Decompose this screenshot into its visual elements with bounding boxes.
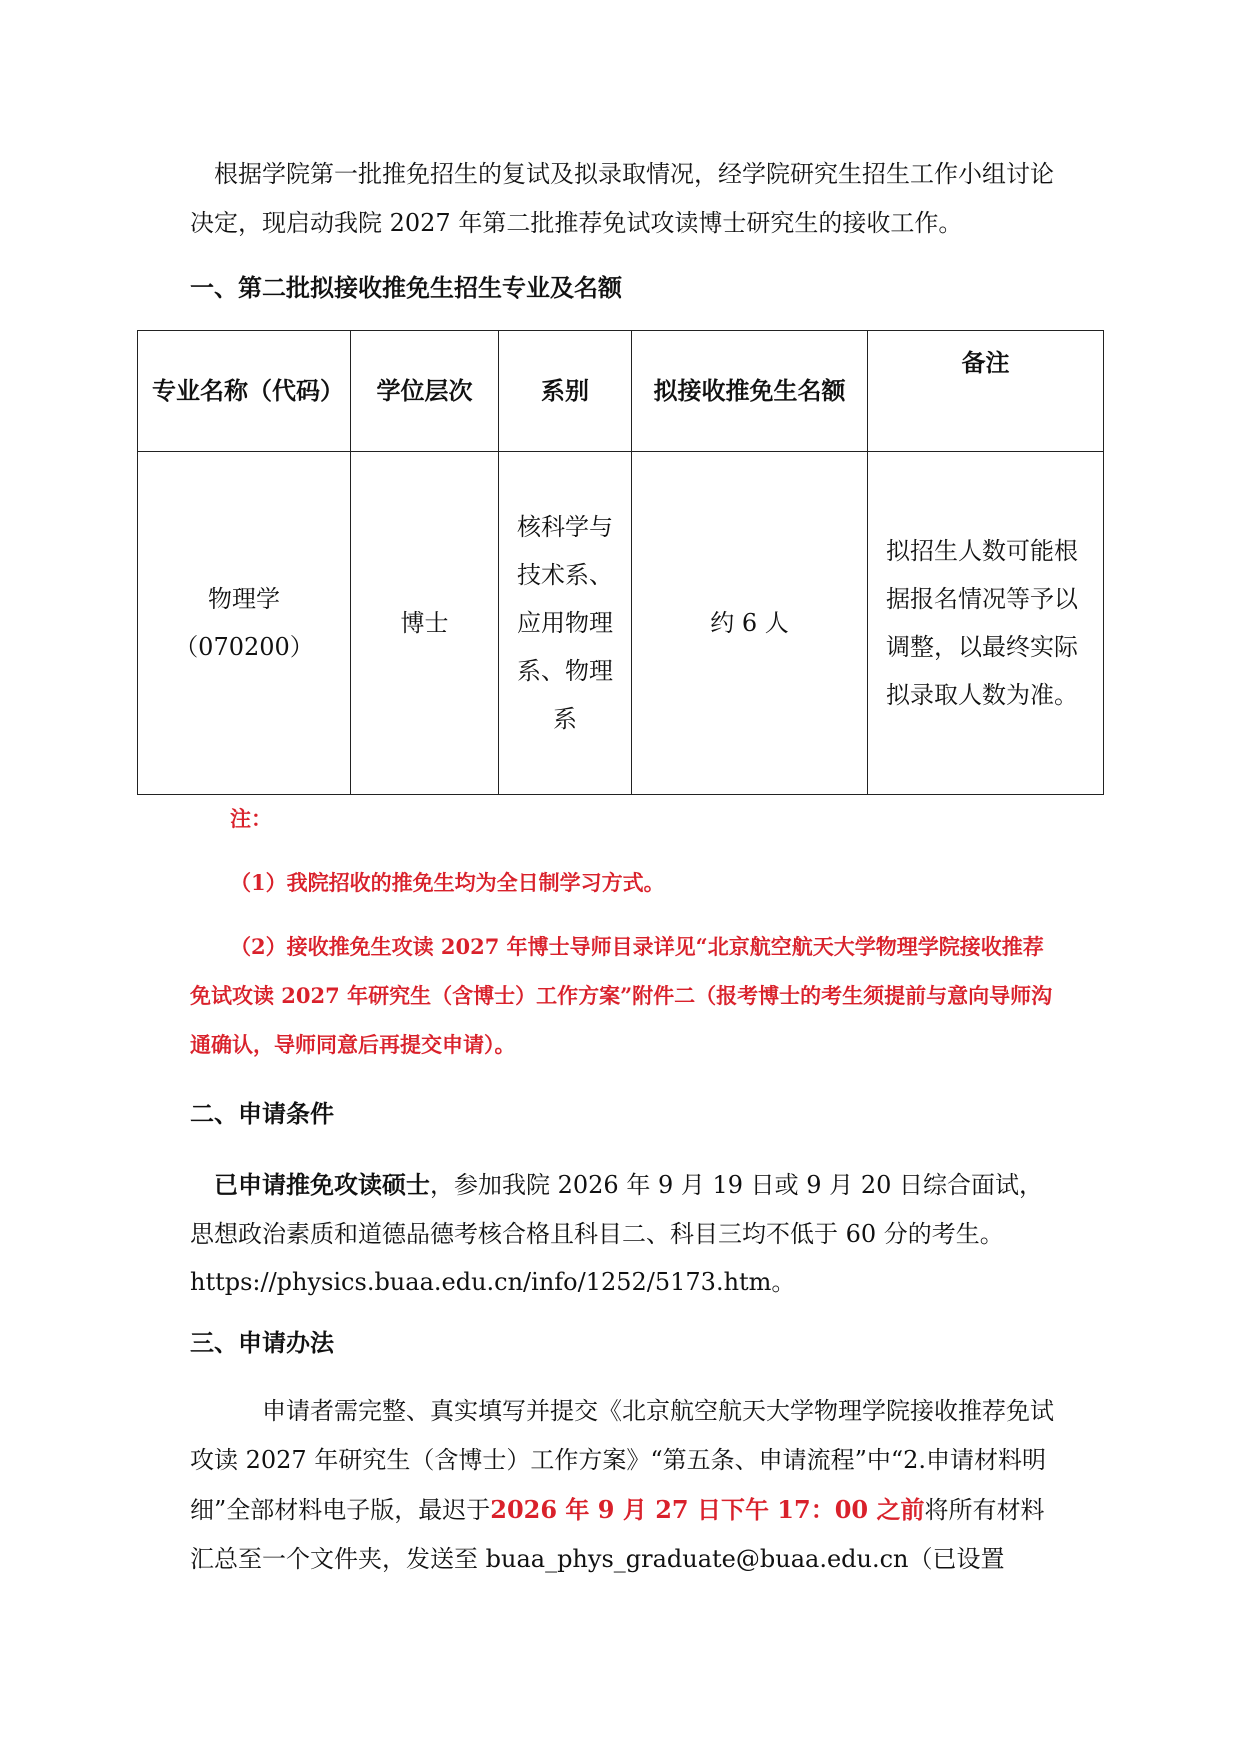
- notes-title: 注：: [230, 806, 272, 831]
- note-item-1: （1）我院招收的推免生均为全日制学习方式。: [230, 870, 665, 895]
- section2-bold-lead: 已申请推免攻读硕士: [214, 1170, 430, 1199]
- quota-table: [137, 330, 1104, 795]
- header-major: 专业名称（代码）: [138, 331, 351, 452]
- cell-remark: 拟招生人数可能根据报名情况等予以调整，以最终实际拟录取人数为准。: [868, 452, 1104, 795]
- header-quota: 拟接收推免生名额: [632, 331, 868, 452]
- header-department: 系别: [499, 331, 632, 452]
- section2-text: ，参加我院 2026 年 9 月 19 日或 9 月 20 日综合面试，思想政治素质和道德品德考核合格且科目二、科目三均不低于 60 分的考生。: [190, 1171, 1043, 1248]
- section3-heading: 三、申请办法: [190, 1328, 334, 1357]
- table-row: [138, 452, 1104, 795]
- cell-major: [138, 452, 351, 795]
- note-item-2: （2）接收推免生攻读 2027 年博士导师目录详见“北京航空航天大学物理学院接收推荐免试攻读 2027 年研究生（含博士）工作方案”附件二（报考博士的考生须提前与意向导师沟通确认，导师同意后再提交申请）。: [190, 934, 1053, 1057]
- major-name: 物理学: [208, 585, 280, 613]
- section3-text-part1: 申请者需完整、真实填写并提交《北京航空航天大学物理学院接收推荐免试攻读 2027 年研究生（含博士）工作方案》“第五条、申请流程”中“2.申请材料明细”全部材料电子版，最迟于: [190, 1397, 1054, 1524]
- major-code: （070200）: [174, 633, 314, 661]
- section1-heading: 一、第二批拟接收推免生招生专业及名额: [190, 273, 622, 302]
- section2-paragraph: [190, 1160, 1060, 1259]
- section3-paragraph: [190, 1387, 1060, 1584]
- header-degree: 学位层次: [351, 331, 499, 452]
- header-remark: 备注: [868, 331, 1104, 452]
- cell-quota: 约 6 人: [632, 452, 868, 795]
- cell-degree: 博士: [351, 452, 499, 795]
- table-header-row: [138, 331, 1104, 452]
- cell-department: 核科学与技术系、应用物理系、物理系: [499, 452, 632, 795]
- section3-deadline: 2026 年 9 月 27 日下午 17：00 之前: [490, 1495, 925, 1524]
- intro-paragraph: 根据学院第一批推免招生的复试及拟录取情况，经学院研究生招生工作小组讨论决定，现启动我院 2027 年第二批推荐免试攻读博士研究生的接收工作。: [190, 160, 1054, 237]
- section3-text-part2: 将所有材料汇总至一个文件夹，发送至 buaa_phys_graduate@buaa.edu.cn（已设置: [190, 1496, 1045, 1573]
- section2-link[interactable]: https://physics.buaa.edu.cn/info/1252/5173.htm。: [190, 1268, 796, 1296]
- section2-heading: 二、申请条件: [190, 1099, 334, 1128]
